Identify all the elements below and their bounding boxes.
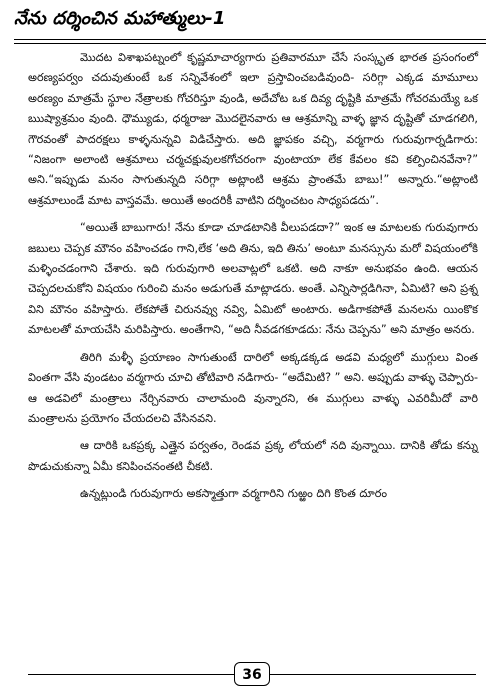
paragraph: మొదట విశాఖపట్నంలో కృష్ణమాచార్యగారు ప్రతివారమూ చేసే సంస్కృత భారత ప్రసంగంలో అరణ్యపర్వం చదువుతుంటే ఒక సన్నివేశంలో ఇలా ప్రస్తావించబడివుంది- సరిగ్గా ఎక్కడ మామూలు అరణ్యం మాత్రమే స్థూల నేత్రాలకు గోచరిస్తూ వుండి, అదేచోట ఒక దివ్య దృష్టికి మాత్రమే గోచరమయ్యే ఒక ఋష్యాశ్రమం వుంది. ధౌమ్యుడు, ధర్మరాజు మొదలైనవారు ఆ ఆశ్రమాన్ని వాళ్ళ జ్ఞాన దృష్టితో చూడగలిగి, గౌరవంతో పాదరక్షలు కాళ్ళనున్నవి విడిచేస్తారు. అది జ్ఞాపకం వచ్చి, వర్మగారు గురువుగార్నడిగారు: “నిజంగా అలాంటి ఆశ్రమాలు చర్మచక్షువులకగోచరంగా వుంటాయా లేక కేవలం కవి కల్పించినవేనా?” అని.“ఇప్పుడు మనం సాగుతున్నది సరిగ్గా అట్లాంటి ఆశ్రమ ప్రాంతమే బాబు!” అన్నారు.“అట్లాంటి ఆశ్రమాలుండే మాట వాస్తవమే. అయితే అందరికీ వాటిని దర్శించటం సాధ్యపడదు”. — [28, 51, 478, 207]
page-footer — [28, 662, 476, 692]
paragraph: “అయితే బాబుగారు! నేను కూడా చూడటానికి వీలుపడదా?” ఇంక ఆ మాటలకు గురువుగారు జబులు చెప్పక మౌనం వహించడం గాని,లేక ‘అది తిను, ఇది తిను’ అంటూ మనస్సును మరో విషయంలోకి మళ్ళించడంగాని చేశారు. ఇది గురువుగారి అలవాట్లలో ఒకటి. అది నాకూ అనుభవం ఉంది. ఆయన చెప్పదలచుకోని విషయం గురించి మనం అడుగుతే మాట్లాడరు. అంతే. ఎన్నిసార్లడిగినా, ఏమిటి? అని ప్రశ్న విని మౌనం వహిస్తారు. లేకపోతే చిరునవ్వు నవ్వి, ఏమిటో అంటారు. అడిగాకపోతే మనలను యింకొక మాటలతో మాయచేసి మరిపిస్తారు. అంతేగాని, “అది నీవడగకూడదు: నేను చెప్పను” అని మాత్రం అనరు. — [28, 221, 478, 337]
body-text — [28, 48, 478, 505]
header-rule — [14, 39, 486, 40]
page-number: 36 — [234, 662, 270, 686]
paragraph: ఉన్నట్లుండి గురువుగారు అకస్మాత్తుగా వర్మగారిని గుఱ్ఱం దిగి కొంత దూరం — [80, 487, 388, 501]
running-header — [14, 6, 486, 40]
header-rule-double — [14, 43, 486, 44]
paragraph: తిరిగి మళ్ళీ ప్రయాణం సాగుతుంటే దారిలో అక్కడక్కడ అడవి మధ్యలో ముగ్గులు వింత వింతగా వేసి వుండటం వర్మగారు చూచి తోటివారి నడిగారు- “అదేమిటి? ” అని. అప్పుడు వాళ్ళు చెప్పారు- ఆ అడవిలో మంత్రాలు నేర్చినవారు చాలామంది వున్నారని, ఈ ముగ్గులు వాళ్ళు ఎవరిమీదో వారి మంత్రాలను ప్రయోగం చేయదలచి వేసినవని. — [28, 350, 478, 425]
book-title: నేను దర్శించిన మహాత్ములు-1 — [14, 8, 226, 29]
paragraph: ఆ దారికి ఒకప్రక్క ఎత్తైన పర్వతం, రెండవ ప్రక్క లోయలో నది వున్నాయి. దానికి తోడు కన్ను పొడుచుకున్నా ఏమీ కనిపించనంతటి చీకటి. — [28, 439, 478, 473]
